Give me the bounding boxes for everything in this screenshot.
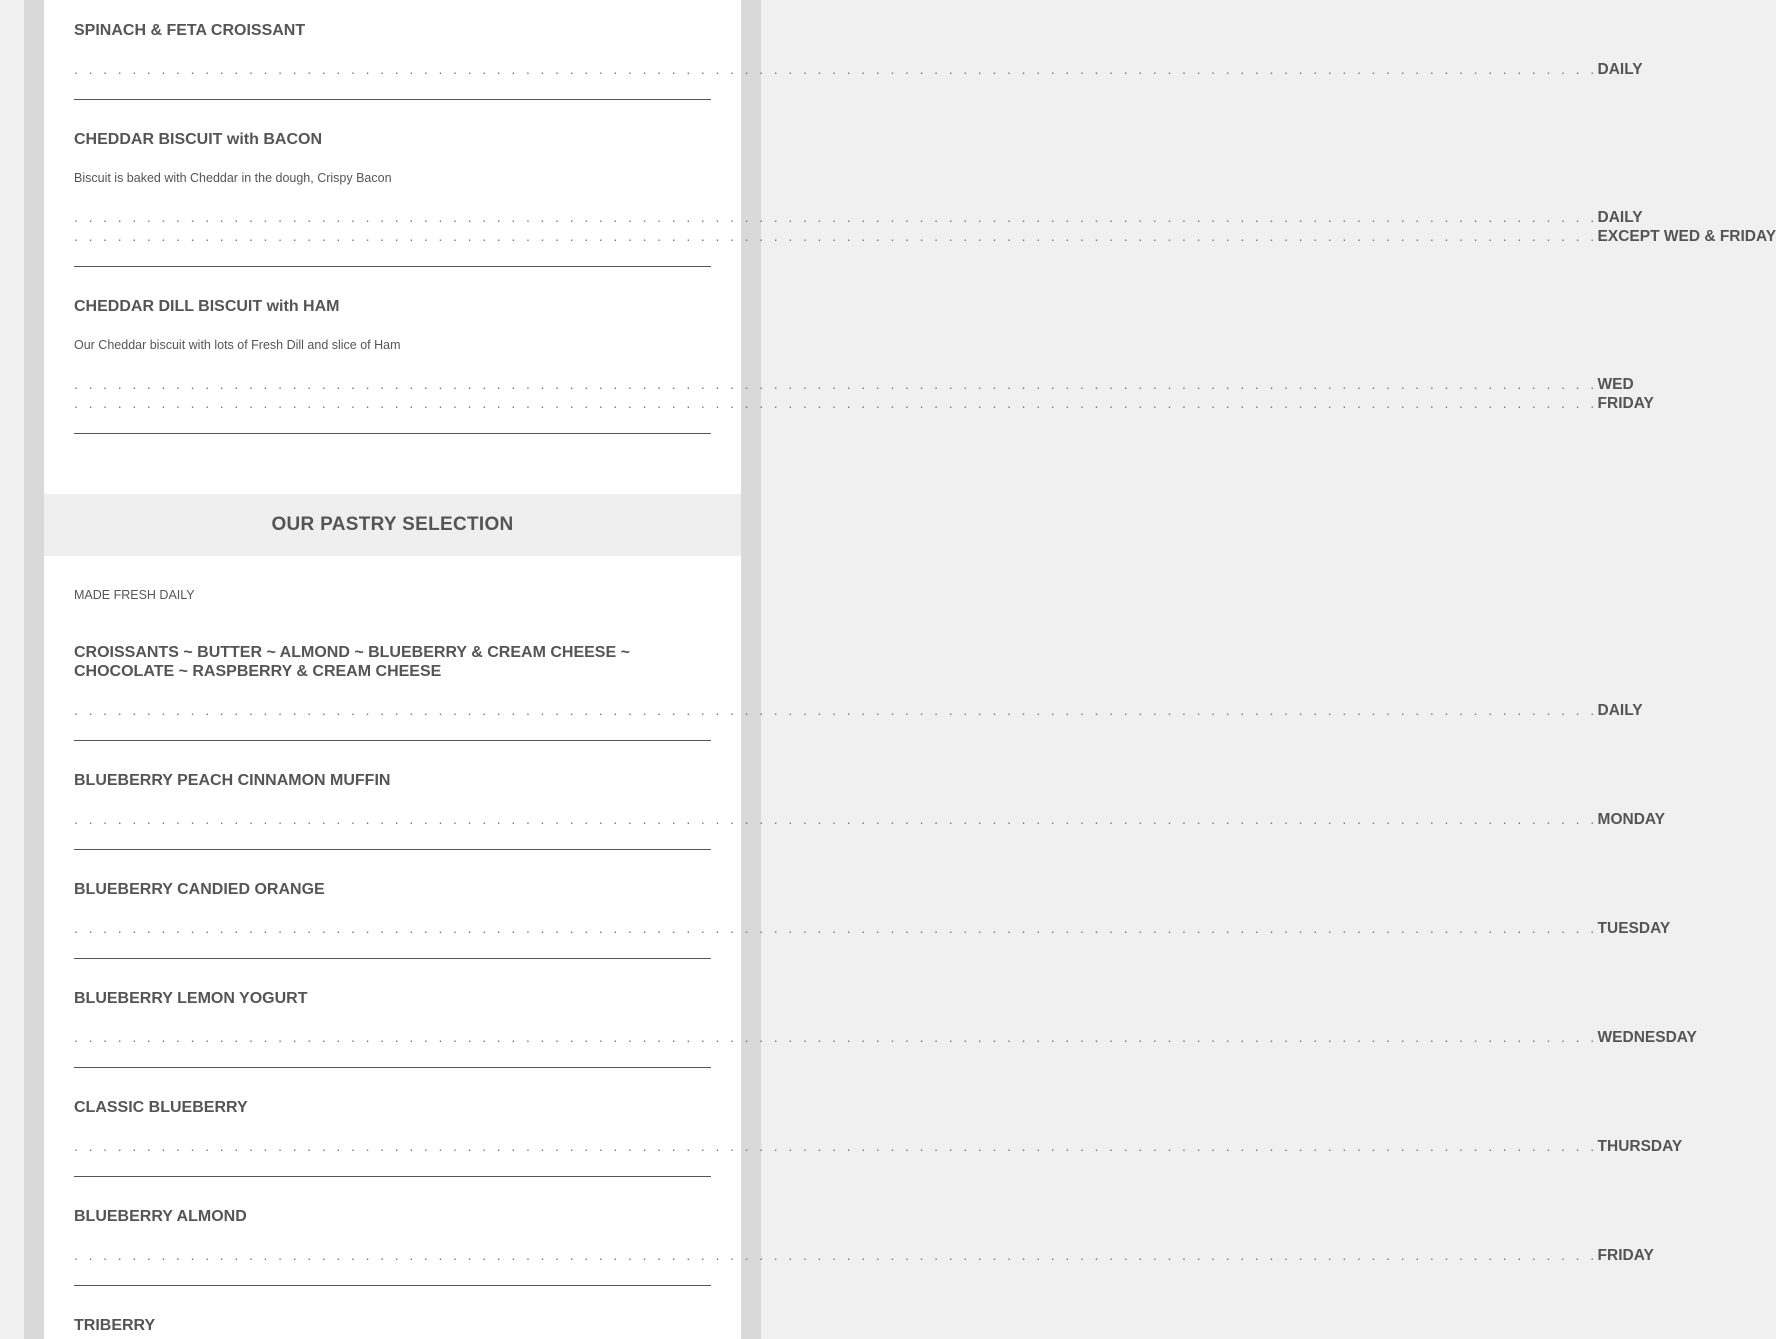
menu-item-blueberry-candied-orange <box>74 880 1671 959</box>
item-title: CHEDDAR DILL BISCUIT with HAM <box>74 298 340 315</box>
availability-day: MONDAY <box>1597 811 1666 828</box>
dot-leader: . . . . . . . . . . . . . . . . . . . . . . . . . . . . . . . . . . . . . . . . . . . . . . . . . . . . . . . . . . . . . . . . . . . . . . . . . . . . . . . . . . . . . . . . . . . . . . . . . . . . . . . . . <box>74 1138 1598 1154</box>
dot-leader: . . . . . . . . . . . . . . . . . . . . . . . . . . . . . . . . . . . . . . . . . . . . . . . . . . . . . . . . . . . . . . . . . . . . . . . . . . . . . . . . . . . . . . . . . . . . . . . . . . . . . . . . . <box>74 61 1598 77</box>
item-title: BLUEBERRY ALMOND <box>74 1208 247 1225</box>
availability-row <box>74 701 1643 720</box>
menu-item-blueberry-lemon-yogurt <box>74 989 1697 1068</box>
availability-row <box>74 60 1643 79</box>
dot-leader: . . . . . . . . . . . . . . . . . . . . . . . . . . . . . . . . . . . . . . . . . . . . . . . . . . . . . . . . . . . . . . . . . . . . . . . . . . . . . . . . . . . . . . . . . . . . . . . . . . . . . . . . . <box>74 376 1598 392</box>
availability-row <box>74 1137 1683 1156</box>
menu-item-triberry <box>74 1316 711 1339</box>
menu-item-spinach-feta-croissant <box>74 21 1643 100</box>
dot-leader: . . . . . . . . . . . . . . . . . . . . . . . . . . . . . . . . . . . . . . . . . . . . . . . . . . . . . . . . . . . . . . . . . . . . . . . . . . . . . . . . . . . . . . . . . . . . . . . . . . . . . . . . . <box>74 228 1598 244</box>
item-title: TRIBERRY <box>74 1317 156 1334</box>
menu-item-croissants <box>74 643 1643 741</box>
availability-day: WED <box>1597 376 1634 393</box>
dot-leader: . . . . . . . . . . . . . . . . . . . . . . . . . . . . . . . . . . . . . . . . . . . . . . . . . . . . . . . . . . . . . . . . . . . . . . . . . . . . . . . . . . . . . . . . . . . . . . . . . . . . . . . . . <box>74 395 1598 411</box>
dot-leader: . . . . . . . . . . . . . . . . . . . . . . . . . . . . . . . . . . . . . . . . . . . . . . . . . . . . . . . . . . . . . . . . . . . . . . . . . . . . . . . . . . . . . . . . . . . . . . . . . . . . . . . . . <box>74 1247 1598 1263</box>
availability-day: WEDNESDAY <box>1597 1029 1697 1046</box>
dot-leader: . . . . . . . . . . . . . . . . . . . . . . . . . . . . . . . . . . . . . . . . . . . . . . . . . . . . . . . . . . . . . . . . . . . . . . . . . . . . . . . . . . . . . . . . . . . . . . . . . . . . . . . . . <box>74 920 1598 936</box>
availability-day: DAILY <box>1597 61 1643 78</box>
pastry-section-header <box>44 494 741 556</box>
menu-item-cheddar-dill-biscuit-ham <box>74 297 1654 434</box>
item-title: BLUEBERRY PEACH CINNAMON MUFFIN <box>74 772 391 789</box>
availability-row <box>74 394 1654 413</box>
availability-day: THURSDAY <box>1597 1138 1683 1155</box>
dot-leader: . . . . . . . . . . . . . . . . . . . . . . . . . . . . . . . . . . . . . . . . . . . . . . . . . . . . . . . . . . . . . . . . . . . . . . . . . . . . . . . . . . . . . . . . . . . . . . . . . . . . . . . . . <box>74 811 1598 827</box>
dot-leader: . . . . . . . . . . . . . . . . . . . . . . . . . . . . . . . . . . . . . . . . . . . . . . . . . . . . . . . . . . . . . . . . . . . . . . . . . . . . . . . . . . . . . . . . . . . . . . . . . . . . . . . . . <box>74 702 1598 718</box>
availability-row <box>74 208 1643 227</box>
item-description: Our Cheddar biscuit with lots of Fresh Dill and slice of Ham <box>74 338 401 352</box>
availability-row <box>74 375 1634 394</box>
menu-item-blueberry-peach-cinnamon-muffin <box>74 771 1666 850</box>
availability-day: DAILY <box>1597 702 1643 719</box>
item-title: BLUEBERRY CANDIED ORANGE <box>74 881 325 898</box>
availability-row <box>74 227 1776 246</box>
dot-leader: . . . . . . . . . . . . . . . . . . . . . . . . . . . . . . . . . . . . . . . . . . . . . . . . . . . . . . . . . . . . . . . . . . . . . . . . . . . . . . . . . . . . . . . . . . . . . . . . . . . . . . . . . <box>74 209 1598 225</box>
availability-day: TUESDAY <box>1597 920 1671 937</box>
item-title: CLASSIC BLUEBERRY <box>74 1099 248 1116</box>
item-title: SPINACH & FETA CROISSANT <box>74 22 306 39</box>
availability-day: FRIDAY <box>1597 395 1654 412</box>
menu-item-blueberry-almond <box>74 1207 1654 1286</box>
item-title: BLUEBERRY LEMON YOGURT <box>74 990 308 1007</box>
availability-row <box>74 1028 1697 1047</box>
menu-item-classic-blueberry <box>74 1098 1683 1177</box>
section-title: OUR PASTRY SELECTION <box>271 514 514 535</box>
availability-row <box>74 919 1671 938</box>
item-title: CHEDDAR BISCUIT with BACON <box>74 131 322 148</box>
menu-item-cheddar-biscuit-bacon <box>74 130 1776 267</box>
availability-row <box>74 1246 1654 1265</box>
availability-day: DAILY <box>1597 209 1643 226</box>
availability-day: EXCEPT WED & FRIDAY <box>1597 228 1776 245</box>
section-note: MADE FRESH DAILY <box>74 588 195 602</box>
availability-day: FRIDAY <box>1597 1247 1654 1264</box>
availability-row <box>74 810 1666 829</box>
item-description: Biscuit is baked with Cheddar in the dough, Crispy Bacon <box>74 171 392 185</box>
dot-leader: . . . . . . . . . . . . . . . . . . . . . . . . . . . . . . . . . . . . . . . . . . . . . . . . . . . . . . . . . . . . . . . . . . . . . . . . . . . . . . . . . . . . . . . . . . . . . . . . . . . . . . . . . <box>74 1029 1598 1045</box>
item-title: CROISSANTS ~ BUTTER ~ ALMOND ~ BLUEBERRY & CREAM CHEESE ~ CHOCOLATE ~ RASPBERRY & CREAM CHEESE <box>74 644 630 680</box>
